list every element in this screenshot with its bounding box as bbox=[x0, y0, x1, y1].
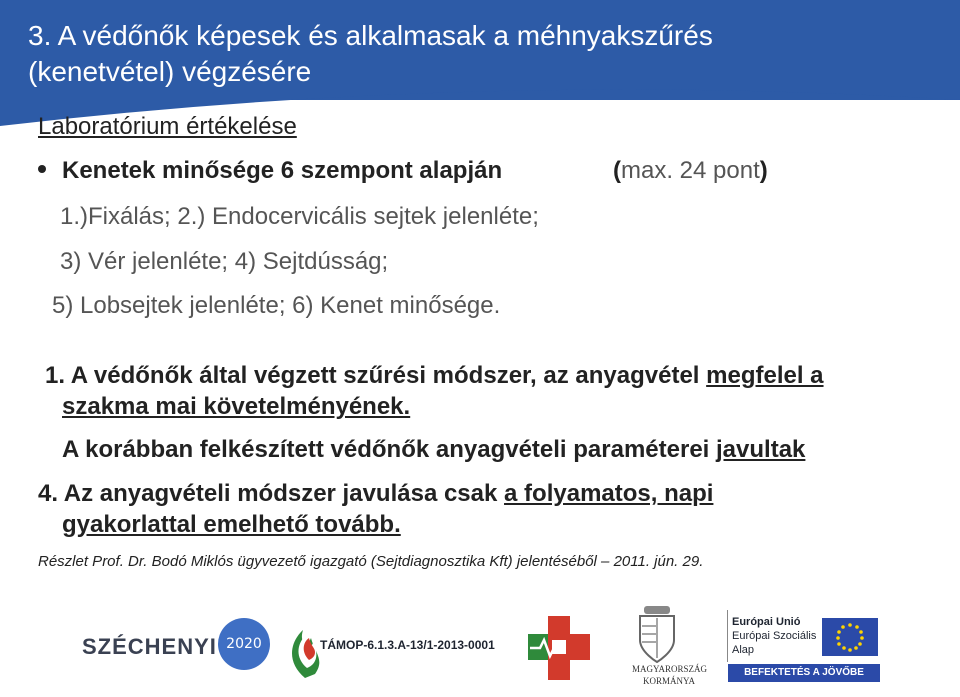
eu-fund-label: Európai Szociális bbox=[732, 630, 817, 642]
szechenyi-2020-badge: 2020 bbox=[218, 618, 270, 670]
logo-bar bbox=[0, 598, 960, 697]
eu-fund-label-2: Alap bbox=[732, 644, 755, 656]
footnote: Részlet Prof. Dr. Bodó Miklós ügyvezető igazgató (Sejtdiagnosztika Kft) jelentéséből – 2011. jún. 29. bbox=[38, 553, 704, 570]
title-line-1: 3. A védőnők képesek és alkalmasak a méhnyakszűrés bbox=[28, 20, 713, 51]
finding-1-text: 1. A védőnők által végzett szűrési módszer, az anyagvétel bbox=[45, 362, 707, 389]
finding-4-underlined: a folyamatos, napi bbox=[504, 480, 714, 507]
criteria-line-3: 5) Lobsejtek jelenléte; 6) Kenet minősége. bbox=[52, 292, 501, 319]
bullet-quality bbox=[38, 157, 768, 185]
hungary-gov-line-1: MAGYARORSZÁG bbox=[632, 664, 708, 674]
section-heading: Laboratórium értékelése bbox=[38, 113, 297, 140]
eu-union-label: Európai Unió bbox=[732, 616, 801, 628]
criteria-line-1: 1.)Fixálás; 2.) Endocervicális sejtek jelenléte; bbox=[60, 203, 539, 230]
max-open-paren: ( bbox=[613, 157, 621, 184]
finding-4-text: 4. Az anyagvételi módszer javulása csak bbox=[38, 480, 505, 507]
tamop-code: TÁMOP-6.1.3.A-13/1-2013-0001 bbox=[320, 638, 495, 652]
finding-1 bbox=[45, 362, 824, 390]
finding-4 bbox=[38, 480, 713, 508]
eu-flag-icon bbox=[822, 618, 878, 656]
coat-of-arms-icon bbox=[630, 606, 684, 664]
max-close-paren: ) bbox=[759, 157, 768, 184]
szechenyi-logo: SZÉCHENYI bbox=[82, 634, 217, 659]
health-cross-icon bbox=[528, 612, 590, 684]
finding-2-underlined: javultak bbox=[716, 436, 806, 463]
hungary-gov-line-2: KORMÁNYA bbox=[643, 676, 696, 686]
finding-2-text: A korábban felkészített védőnők anyagvételi paraméterei bbox=[62, 436, 717, 463]
max-points bbox=[613, 157, 768, 185]
bullet-bold-text: Kenetek minősége 6 szempont alapján bbox=[62, 157, 503, 184]
title-line-2: (kenetvétel) végzésére bbox=[28, 56, 312, 87]
max-points-text: max. 24 pont bbox=[621, 157, 760, 184]
bullet-dot-icon bbox=[38, 165, 46, 173]
finding-4-continued: gyakorlattal emelhető tovább. bbox=[62, 511, 401, 538]
finding-1-continued: szakma mai követelményének. bbox=[62, 393, 411, 420]
finding-2 bbox=[62, 436, 805, 464]
eu-slogan-bar: BEFEKTETÉS A JÖVŐBE bbox=[728, 664, 880, 682]
finding-1-underlined: megfelel a bbox=[706, 362, 824, 389]
criteria-line-2: 3) Vér jelenléte; 4) Sejtdússág; bbox=[60, 248, 389, 275]
eu-separator bbox=[727, 610, 728, 662]
